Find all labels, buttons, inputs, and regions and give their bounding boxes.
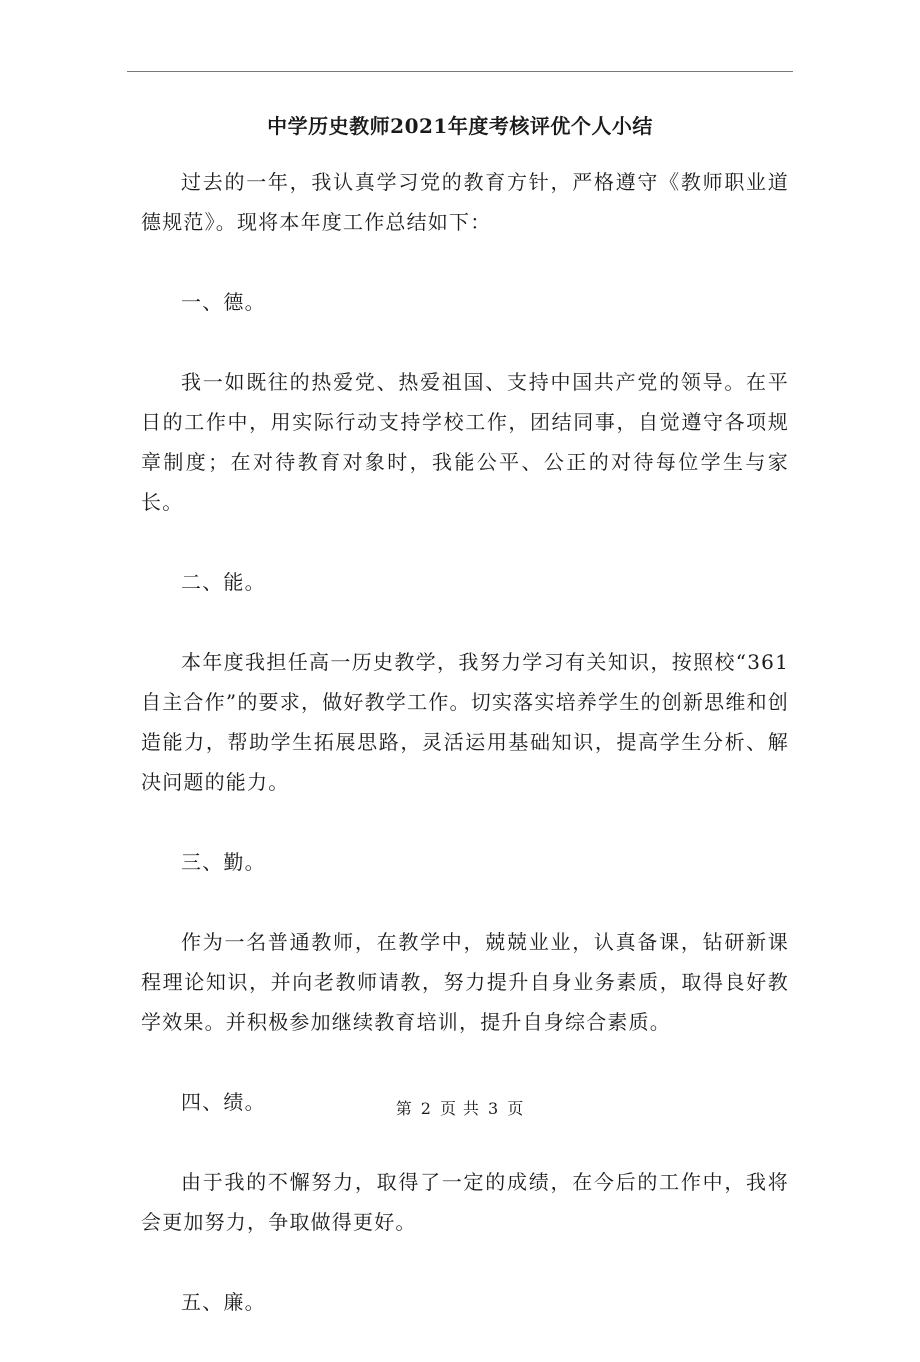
footer-prefix: 第 [395,1099,413,1118]
footer-total-pages: 3 [488,1099,500,1118]
document-body [141,162,789,1362]
header-rule [127,71,793,72]
section-heading-lian: 五、廉。 [181,1290,266,1314]
section-heading-de: 一、德。 [181,290,266,314]
paragraph-neng: 本年度我担任高一历史教学，我努力学习有关知识，按照校“361自主合作”的要求，做好教学工作。切实落实培养学生的创新思维和创造能力，帮助学生拓展思路，灵活运用基础知识，提高学生分析、解决问题的能力。 [141,650,789,794]
footer-suffix: 页 [507,1099,525,1118]
section-heading-neng: 二、能。 [181,570,266,594]
footer-middle: 页 共 [439,1099,481,1118]
section-heading-ji: 四、绩。 [181,1090,266,1114]
paragraph-de: 我一如既往的热爱党、热爱祖国、支持中国共产党的领导。在平日的工作中，用实际行动支持学校工作，团结同事，自觉遵守各项规章制度；在对待教育对象时，我能公平、公正的对待每位学生与家长。 [141,370,789,514]
page-footer [127,1098,793,1120]
document-title: 中学历史教师2021年度考核评优个人小结 [267,114,653,138]
paragraph-ji: 由于我的不懈努力，取得了一定的成绩，在今后的工作中，我将会更加努力，争取做得更好。 [141,1170,789,1234]
paragraph-qin: 作为一名普通教师，在教学中，兢兢业业，认真备课，钻研新课程理论知识，并向老教师请教，努力提升自身业务素质，取得良好教学效果。并积极参加继续教育培训，提升自身综合素质。 [141,930,789,1034]
paragraph-intro: 过去的一年，我认真学习党的教育方针，严格遵守《教师职业道德规范》。现将本年度工作总结如下： [141,170,789,234]
section-heading-qin: 三、勤。 [181,850,266,874]
footer-current-page: 2 [420,1099,432,1118]
